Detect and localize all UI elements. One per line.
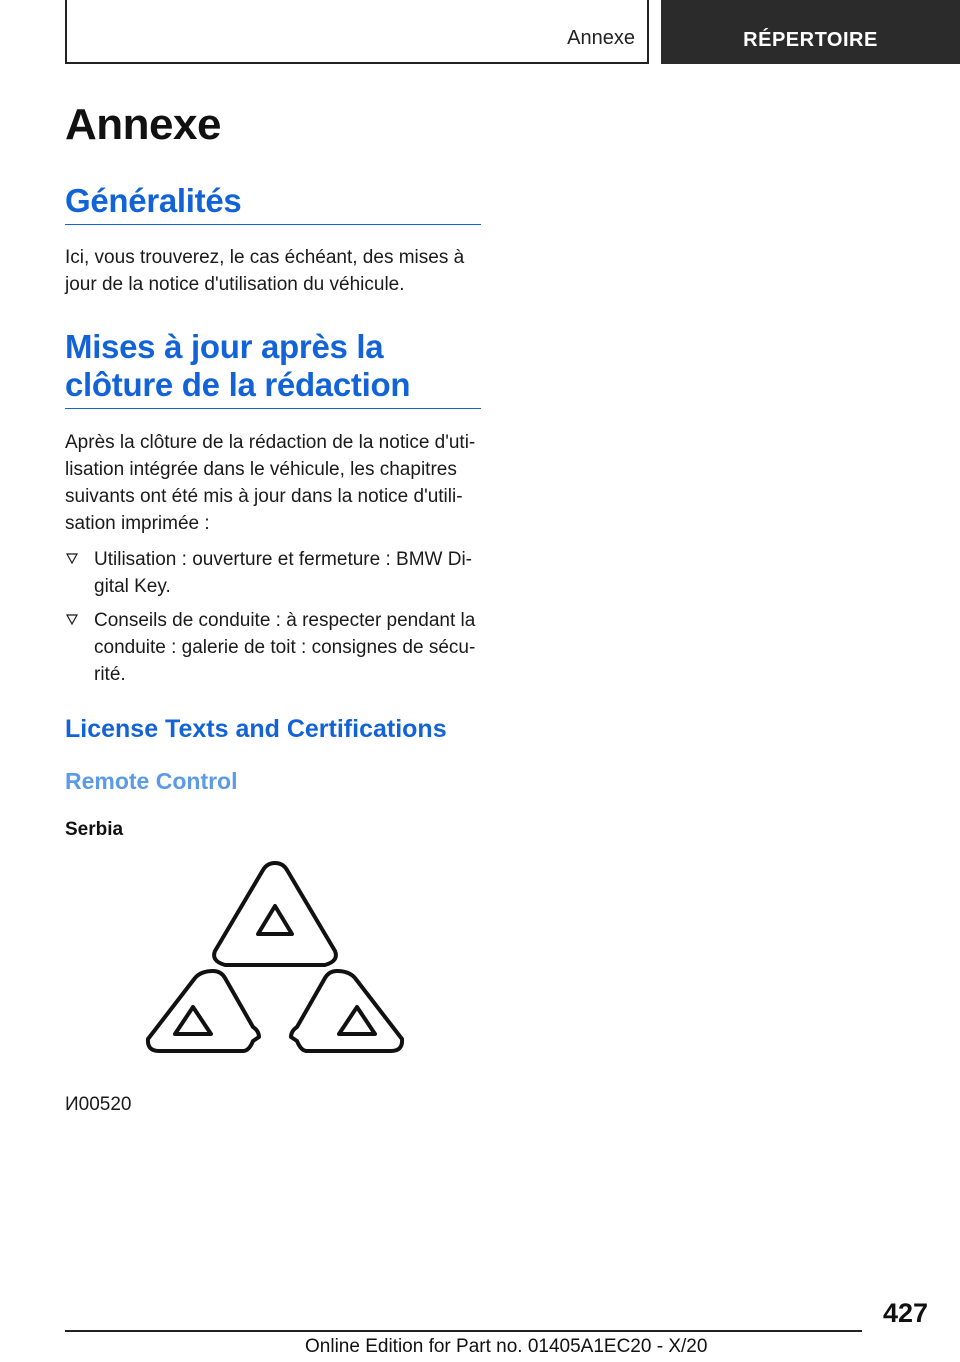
updates-text: Après la clôture de la rédaction de la notice d'uti-lisation intégrée dans le véhicule, les chapitres suivants ont été mis à jour dans la notice d'utili-sation imprimée : xyxy=(65,431,476,534)
updates-heading xyxy=(65,328,481,409)
list-item-text: Utilisation : ouverture et fermeture : BMW Di-gital Key. xyxy=(94,548,472,597)
certification-code: И00520 xyxy=(65,1093,132,1115)
page-content xyxy=(65,100,481,1118)
header-section-label: Annexe xyxy=(567,27,635,49)
updated-chapters-list xyxy=(65,546,481,688)
updates-heading-line1: Mises à jour après la xyxy=(65,327,384,365)
serbia-certification-logo-icon xyxy=(145,859,405,1069)
triangle-bullet-icon xyxy=(65,552,79,566)
index-button[interactable] xyxy=(661,0,960,64)
country-label: Serbia xyxy=(65,818,124,840)
edition-text: Online Edition for Part no. 01405A1EC20 - X/20 xyxy=(305,1336,708,1357)
list-item xyxy=(65,546,481,600)
license-heading: License Texts and Certifications xyxy=(65,714,447,743)
list-item xyxy=(65,607,481,688)
header-section-tab[interactable] xyxy=(65,0,649,64)
footer-divider xyxy=(65,1330,862,1332)
general-text: Ici, vous trouverez, le cas échéant, des mises à jour de la notice d'utilisation du véhicule. xyxy=(65,246,465,295)
page-title: Annexe xyxy=(65,100,221,149)
triangle-bullet-icon xyxy=(65,613,79,627)
remote-heading: Remote Control xyxy=(65,767,238,794)
updates-heading-line2: clôture de la rédaction xyxy=(65,365,411,403)
general-heading: Généralités xyxy=(65,182,481,225)
list-item-text: Conseils de conduite : à respecter pendant la conduite : galerie de toit : consignes de sécu-rité. xyxy=(94,609,476,685)
page-number: 427 xyxy=(882,1298,928,1328)
index-button-label: RÉPERTOIRE xyxy=(743,29,878,51)
